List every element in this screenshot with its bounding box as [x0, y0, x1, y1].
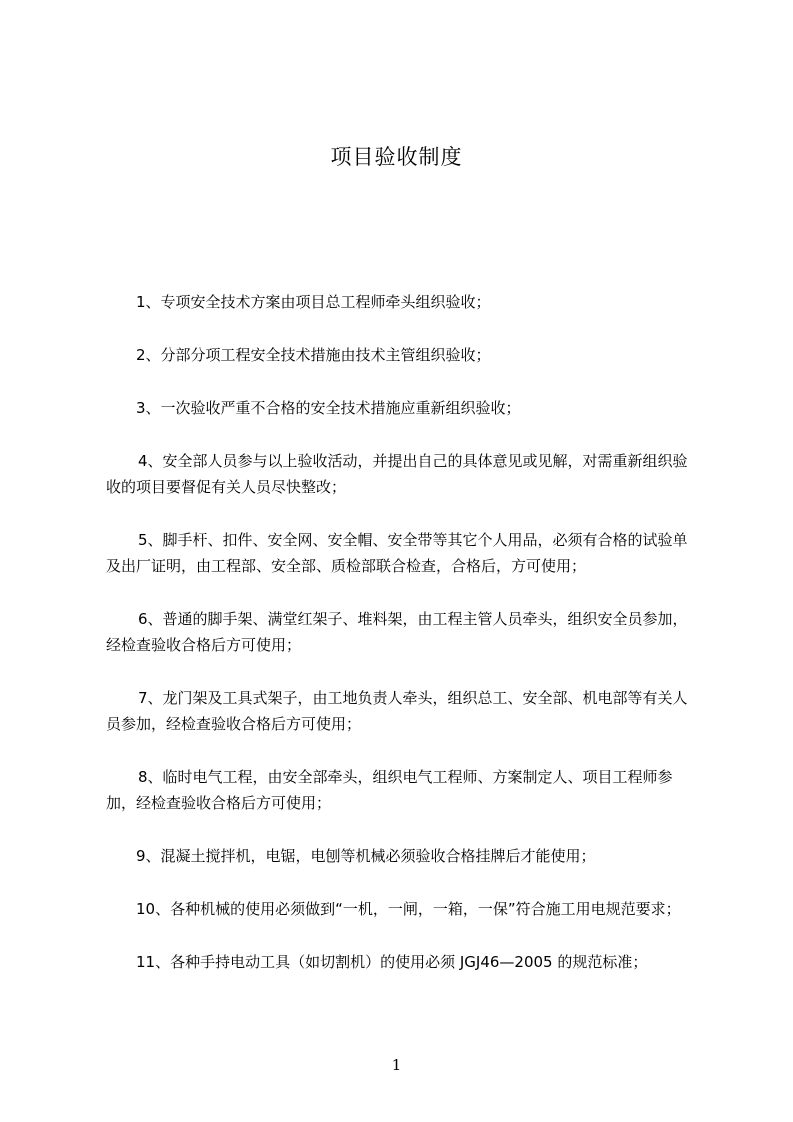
clause-item: 1、专项安全技术方案由项目总工程师牵头组织验收；: [136, 293, 491, 311]
clause-item: 8、临时电气工程，由安全部牵头，组织电气工程师、方案制定人、项目工程师参加，经检查验收合格后方可使用；: [106, 768, 673, 812]
clause-list: [106, 289, 693, 1002]
clause-item: 6、普通的脚手架、满堂红架子、堆料架，由工程主管人员牵头，组织安全员参加，经检查验收合格后方可使用；: [106, 610, 688, 654]
clause-item: 4、安全部人员参与以上验收活动，并提出自己的具体意见或见解，对需重新组织验收的项目要督促有关人员尽快整改；: [106, 452, 688, 496]
clause-item: 10、各种机械的使用必须做到“一机，一闸，一箱，一保”符合施工用电规范要求；: [136, 900, 681, 918]
clause-item: 9、混凝土搅拌机，电锯，电刨等机械必须验收合格挂牌后才能使用；: [136, 847, 596, 865]
page-number: 1: [391, 1056, 402, 1074]
page-title: 项目验收制度: [330, 145, 463, 169]
clause-item: 3、一次验收严重不合格的安全技术措施应重新组织验收；: [136, 399, 521, 417]
clause-item: 7、龙门架及工具式架子，由工地负责人牵头，组织总工、安全部、机电部等有关人员参加，经检查验收合格后方可使用；: [106, 689, 688, 733]
clause-item: 2、分部分项工程安全技术措施由技术主管组织验收；: [136, 346, 491, 364]
clause-item: 11、各种手持电动工具（如切割机）的使用必须 JGJ46—2005 的规范标准；: [136, 953, 648, 971]
clause-item: 5、脚手杆、扣件、安全网、安全帽、安全带等其它个人用品，必须有合格的试验单及出厂证明，由工程部、安全部、质检部联合检查，合格后，方可使用；: [106, 531, 688, 575]
